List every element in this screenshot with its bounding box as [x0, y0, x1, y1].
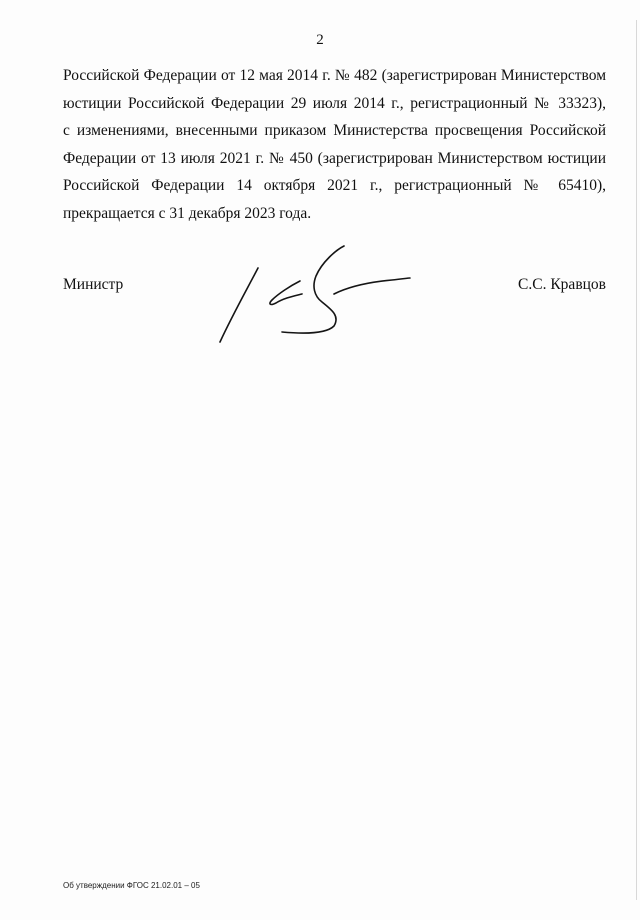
- body-line-5: Российской Федерации 14 октября 2021 г., регистрационный № 65410),: [63, 177, 606, 194]
- body-line-3: с изменениями, внесенными приказом Министерства просвещения Российской: [63, 122, 606, 139]
- signatory-name: С.С. Кравцов: [518, 276, 606, 293]
- body-line-1: Российской Федерации от 12 мая 2014 г. № 482 (зарегистрирован Министерством: [63, 67, 606, 84]
- body-line-4: Федерации от 13 июля 2021 г. № 450 (зарегистрирован Министерством юстиции: [63, 149, 606, 167]
- handwritten-signature: [210, 236, 420, 348]
- body-line-2: юстиции Российской Федерации 29 июля 2014 г., регистрационный № 33323),: [63, 94, 606, 112]
- body-paragraph: [63, 62, 606, 227]
- footer-note: Об утверждении ФГОС 21.02.01 – 05: [63, 881, 200, 890]
- signatory-title: Министр: [63, 276, 124, 293]
- page-number: 2: [316, 32, 324, 48]
- scan-mark: [636, 20, 637, 900]
- body-line-6: прекращается с 31 декабря 2023 года.: [63, 204, 312, 222]
